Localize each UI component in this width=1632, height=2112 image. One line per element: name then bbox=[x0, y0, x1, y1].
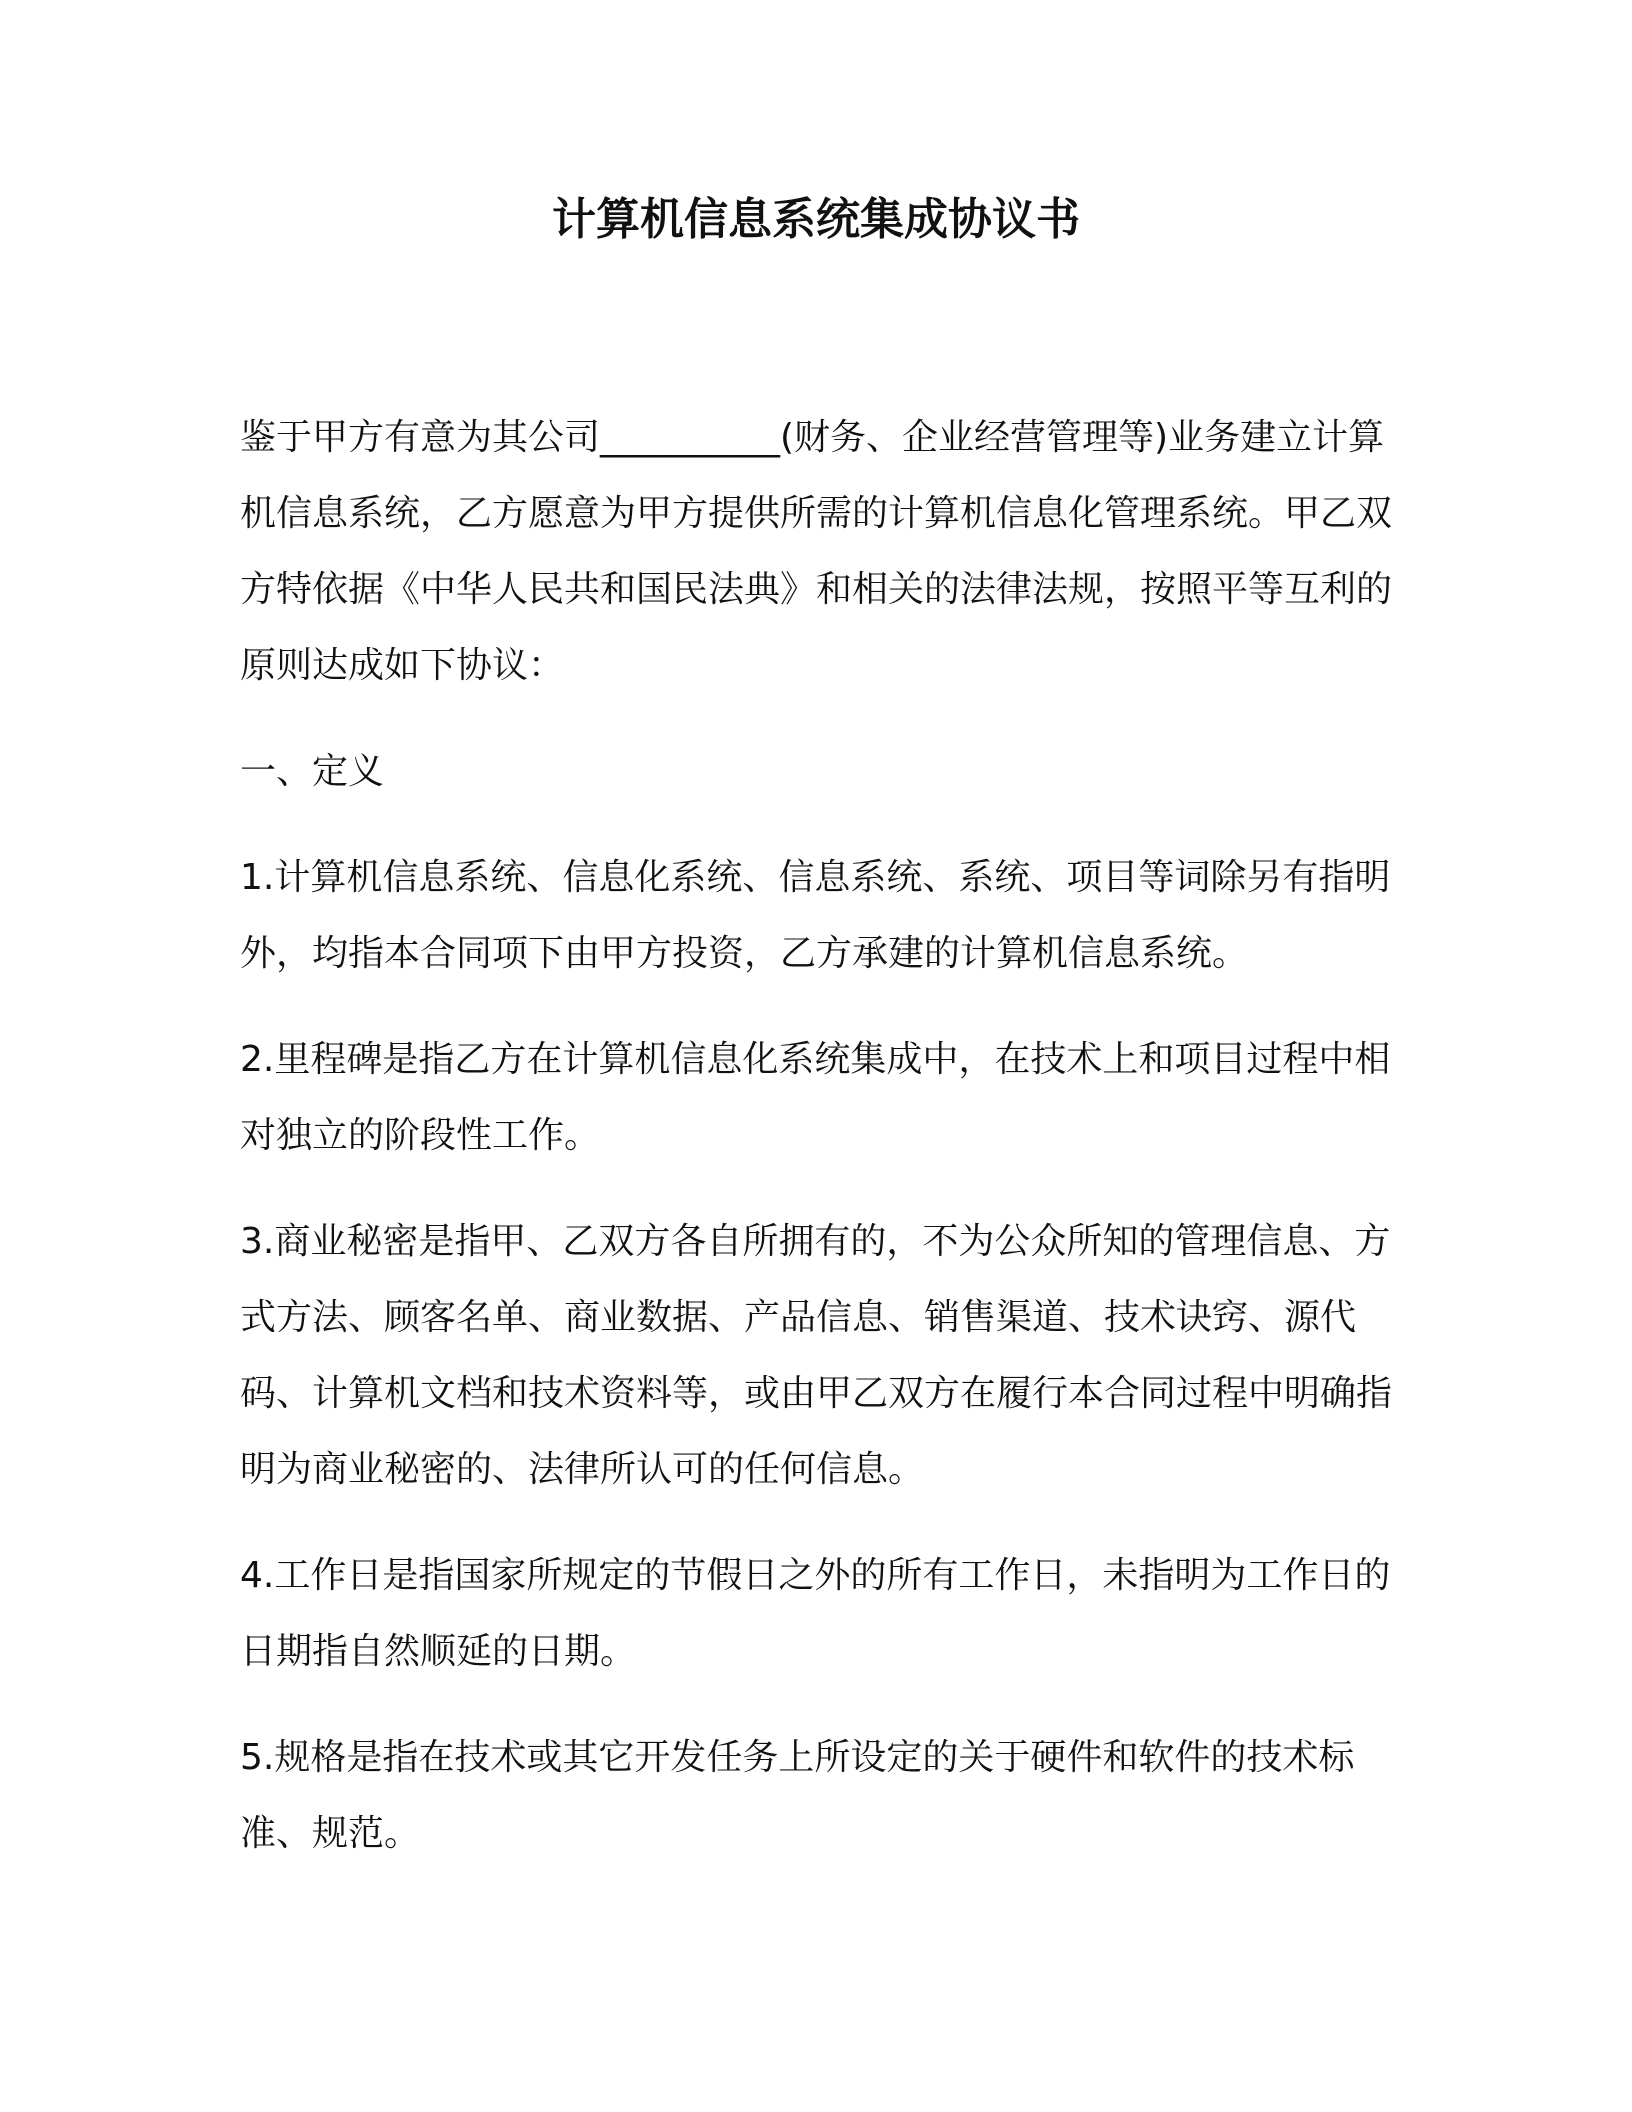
intro-paragraph: 鉴于甲方有意为其公司__________(财务、企业经营管理等)业务建立计算机信息系统，乙方愿意为甲方提供所需的计算机信息化管理系统。甲乙双方特依据《中华人民共和国民法典》和相关的法律法规，按照平等互利的原则达成如下协议： bbox=[240, 417, 1393, 686]
definition-item-3: 3.商业秘密是指甲、乙双方各自所拥有的，不为公众所知的管理信息、方式方法、顾客名单、商业数据、产品信息、销售渠道、技术诀窍、源代码、计算机文档和技术资料等，或由甲乙双方在履行本合同过程中明确指明为商业秘密的、法律所认可的任何信息。 bbox=[240, 1221, 1393, 1490]
definition-item-4: 4.工作日是指国家所规定的节假日之外的所有工作日，未指明为工作日的日期指自然顺延的日期。 bbox=[240, 1555, 1391, 1672]
definition-item-1: 1.计算机信息系统、信息化系统、信息系统、系统、项目等词除另有指明外，均指本合同项下由甲方投资，乙方承建的计算机信息系统。 bbox=[240, 857, 1391, 974]
definition-item-2: 2.里程碑是指乙方在计算机信息化系统集成中，在技术上和项目过程中相对独立的阶段性工作。 bbox=[240, 1039, 1391, 1156]
definition-item-5: 5.规格是指在技术或其它开发任务上所设定的关于硬件和软件的技术标准、规范。 bbox=[240, 1737, 1355, 1854]
document-title: 计算机信息系统集成协议书 bbox=[552, 194, 1080, 245]
document-body bbox=[240, 400, 1400, 1902]
section-heading-definitions: 一、定义 bbox=[240, 751, 385, 792]
